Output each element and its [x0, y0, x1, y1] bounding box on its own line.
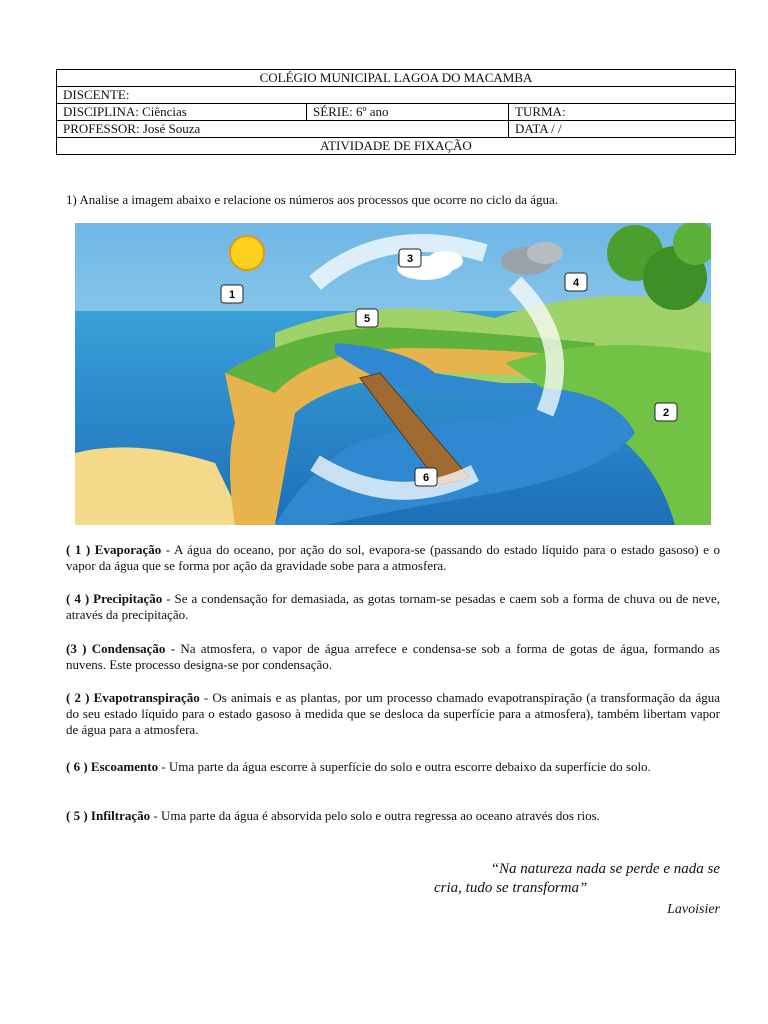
process-description: - Uma parte da água escorre à superfície do solo e outra escorre debaixo da superfície do solo. [158, 759, 651, 774]
process-item [66, 542, 720, 574]
callout-6 [415, 468, 437, 486]
process-item [66, 641, 720, 673]
callout-label: 4 [572, 277, 580, 289]
callout-label: 5 [363, 313, 371, 325]
process-item [66, 591, 720, 623]
quote-author: Lavoisier [667, 902, 720, 917]
callout-label: 2 [662, 407, 670, 419]
question-text: 1) Analise a imagem abaixo e relacione os números aos processos que ocorre no ciclo da água. [66, 192, 559, 207]
process-description: - A água do oceano, por ação do sol, evapora-se (passando do estado líquido para o estado gasoso) e o vapor da água que se forma por ação da gravidade sobe para a atmosfera. [66, 542, 720, 573]
student-field[interactable]: DISCENTE: [57, 87, 736, 104]
grade-field: SÉRIE: 6º ano [307, 104, 509, 121]
teacher-field: PROFESSOR: José Souza [57, 121, 509, 138]
callout-4 [565, 273, 587, 291]
quote [400, 860, 720, 898]
process-item [66, 759, 720, 775]
process-item [66, 808, 720, 824]
rain-cloud-icon [527, 242, 563, 264]
subject-field: DISCIPLINA: Ciências [57, 104, 307, 121]
class-field[interactable]: TURMA: [509, 104, 736, 121]
callout-1 [221, 285, 243, 303]
callout-label: 3 [406, 253, 414, 265]
callout-5 [356, 309, 378, 327]
process-name: Precipitação [93, 591, 163, 606]
sun-icon [230, 236, 264, 270]
callout-3 [399, 249, 421, 267]
process-number: ( 5 ) [66, 808, 88, 823]
process-description: - Os animais e as plantas, por um processo chamado evapotranspiração (a transformação da água do seu estado líquido para o estado gasoso à medida que se desloca da superfície para a atmosfera), também libertam vapor de água para a atmosfera. [66, 690, 720, 737]
callout-2 [655, 403, 677, 421]
process-name: Condensação [91, 641, 166, 656]
header-table [56, 69, 736, 155]
process-number: (3 ) [66, 641, 87, 656]
water-cycle-illustration [75, 223, 711, 525]
process-item [66, 690, 720, 738]
process-name: Escoamento [90, 759, 159, 774]
process-name: Evapotranspiração [93, 690, 200, 705]
process-description: - Na atmosfera, o vapor de água arrefece e condensa-se sob a forma de gotas de água, formando as nuvens. Este processo designa-se por condensação. [66, 641, 720, 672]
activity-title: ATIVIDADE DE FIXAÇÃO [57, 138, 736, 155]
process-name: Infiltração [90, 808, 151, 823]
callout-label: 1 [228, 289, 236, 301]
date-field[interactable]: DATA / / [509, 121, 736, 138]
quote-line: “Na natureza nada se perde e nada se [490, 861, 720, 877]
process-description: - Se a condensação for demasiada, as gotas tornam-se pesadas e caem sob a forma de chuva ou de neve, através da precipitação. [66, 591, 721, 622]
process-number: ( 4 ) [66, 591, 90, 606]
process-description: - Uma parte da água é absorvida pelo solo e outra regressa ao oceano através dos rios. [150, 808, 600, 823]
water-cycle-svg [75, 223, 711, 525]
quote-line: cria, tudo se transforma” [434, 880, 588, 896]
process-number: ( 1 ) [66, 542, 91, 557]
callout-label: 6 [422, 472, 430, 484]
school-name: COLÉGIO MUNICIPAL LAGOA DO MACAMBA [57, 70, 736, 87]
process-number: ( 6 ) [66, 759, 88, 774]
process-number: ( 2 ) [66, 690, 90, 705]
process-name: Evaporação [94, 542, 162, 557]
